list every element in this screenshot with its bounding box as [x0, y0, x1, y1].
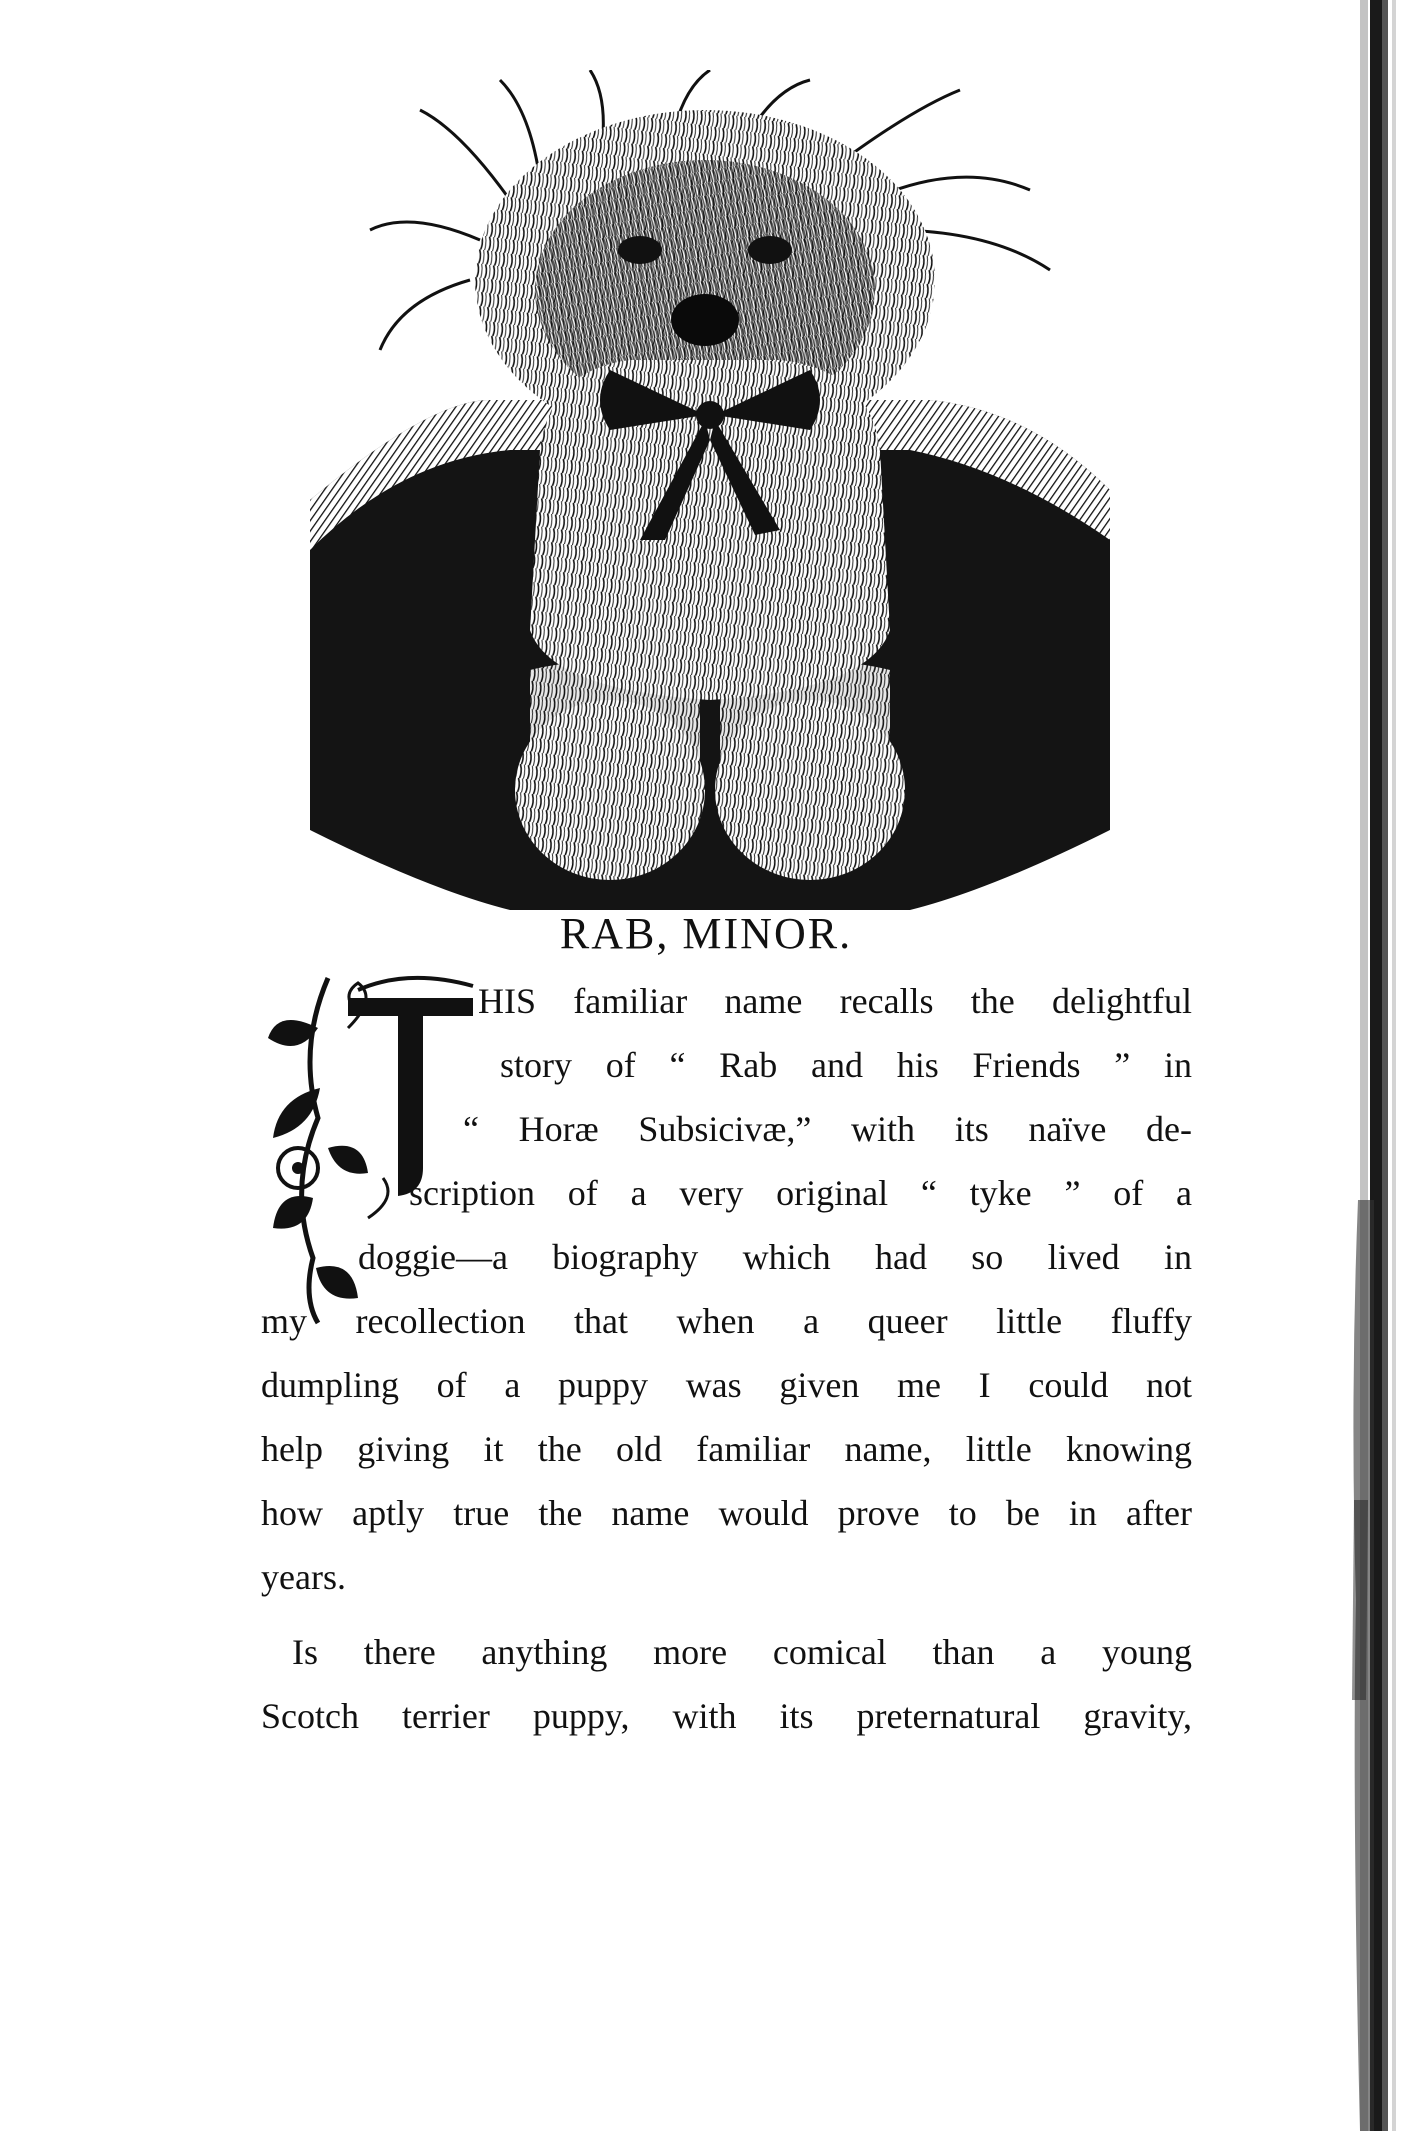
text-line: story of “ Rab and his Friends ” in [500, 1045, 1192, 1085]
text-line: Is there anything more comical than a young [292, 1632, 1192, 1672]
text-line: “ Horæ Subsicivæ,” with its naïve de- [463, 1109, 1192, 1149]
text-line: doggie—a biography which had so lived in [358, 1237, 1192, 1277]
page-binding-shadow [1330, 0, 1412, 2131]
illustration-caption: RAB, MINOR. [559, 909, 853, 958]
dog-engraving-illustration [310, 70, 1110, 910]
text-line: HIS familiar name recalls the delightful [478, 981, 1192, 1021]
text-line: help giving it the old familiar name, little knowing [261, 1429, 1192, 1469]
text-line: scription of a very original “ tyke ” of a [409, 1173, 1192, 1213]
text-line: my recollection that when a queer little fluffy [261, 1301, 1192, 1341]
dog-eye-left [618, 236, 662, 264]
text-line: dumpling of a puppy was given me I could not [261, 1365, 1192, 1405]
dog-nose [671, 294, 739, 346]
text-line: how aptly true the name would prove to be in after [261, 1493, 1192, 1533]
dog-eye-right [748, 236, 792, 264]
text-line: Scotch terrier puppy, with its preternatural gravity, [261, 1696, 1192, 1736]
text-line: years. [261, 1557, 346, 1597]
